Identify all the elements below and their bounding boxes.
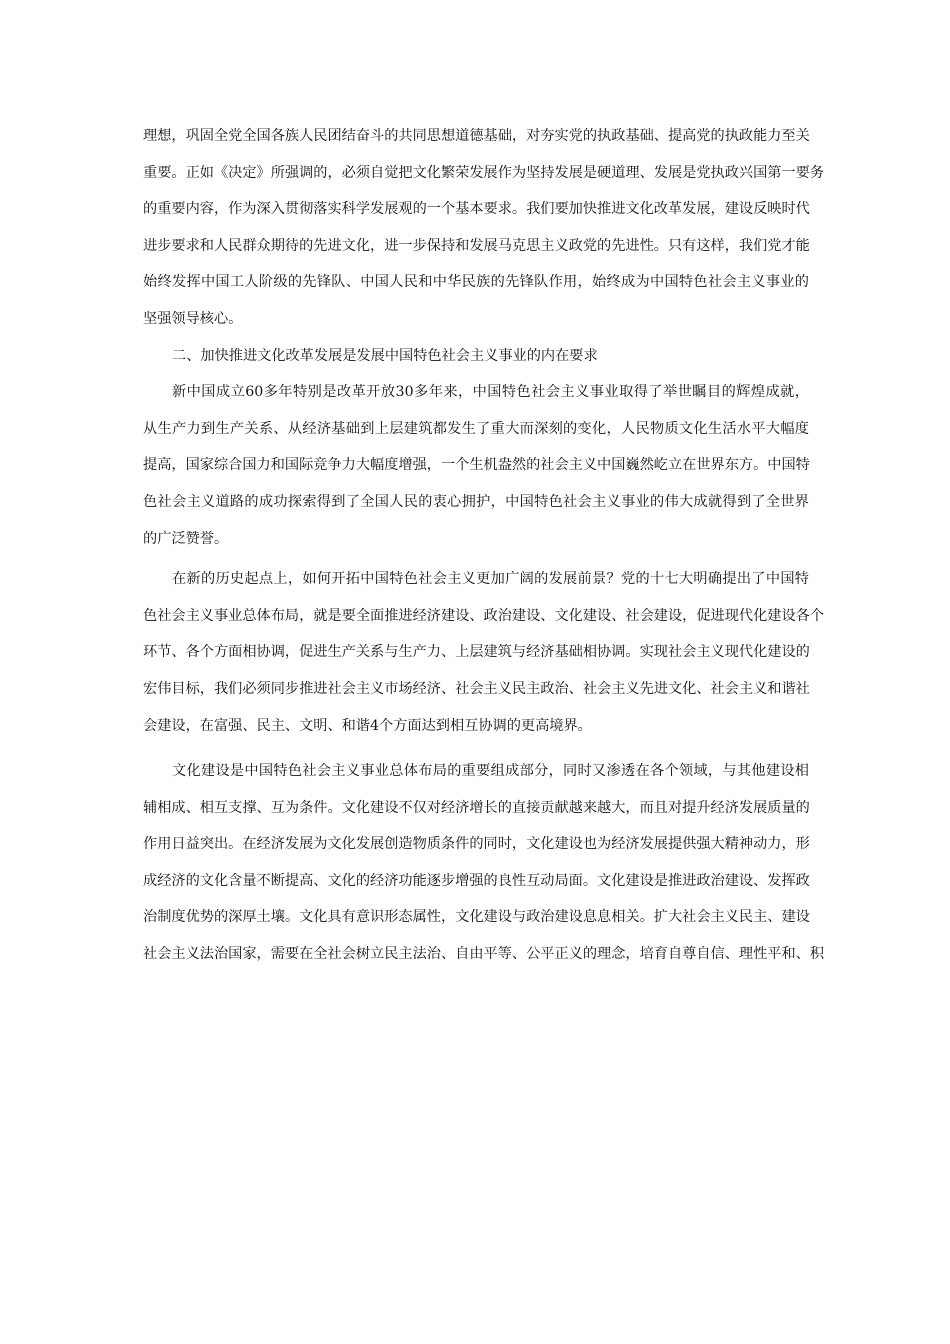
text-line: 环节、各个方面相协调，促进生产关系与生产力、上层建筑与经济基础相协调。实现社会主义现代化建设的 — [143, 644, 810, 661]
text-line: 坚强领导核心。 — [143, 310, 243, 327]
text-line: 色社会主义道路的成功探索得到了全国人民的衷心拥护，中国特色社会主义事业的伟大成就得到了全世界 — [143, 493, 809, 510]
paragraph-3 — [143, 568, 825, 751]
text-line: 从生产力到生产关系、从经济基础到上层建筑都发生了重大而深刻的变化，人民物质文化生活水平大幅度 — [143, 420, 809, 437]
text-line: 成经济的文化含量不断提高、文化的经济功能逐步增强的良性互动局面。文化建设是推进政治建设、发挥政 — [143, 872, 810, 889]
text-line: 色社会主义事业总体布局，就是要全面推进经济建设、政治建设、文化建设、社会建设，促进现代化建设各个 — [143, 607, 825, 624]
section-heading — [143, 345, 809, 382]
text-line: 宏伟目标，我们必须同步推进社会主义市场经济、社会主义民主政治、社会主义先进文化、社会主义和谐社 — [143, 680, 810, 697]
text-line: 进步要求和人民群众期待的先进文化，进一步保持和发展马克思主义政党的先进性。只有这样，我们党才能 — [143, 237, 810, 254]
text-line: 在新的历史起点上，如何开拓中国特色社会主义更加广阔的发展前景？党的十七大明确提出了中国特 — [172, 571, 809, 588]
heading-line: 二、加快推进文化改革发展是发展中国特色社会主义事业的内在要求 — [172, 347, 598, 364]
paragraph-gap — [143, 751, 809, 760]
text-line: 新中国成立60多年特别是改革开放30多年来，中国特色社会主义事业取得了举世瞩目的辉煌成就， — [172, 384, 809, 401]
text-line: 重要。正如《决定》所强调的，必须自觉把文化繁荣发展作为坚持发展是硬道理、发展是党执政兴国第一要务 — [143, 164, 825, 181]
paragraph-1 — [143, 125, 825, 345]
text-line: 提高，国家综合国力和国际竞争力大幅度增强，一个生机盎然的社会主义中国巍然屹立在世界东方。中国特 — [143, 457, 810, 474]
document-body — [143, 125, 825, 980]
text-line: 的重要内容，作为深入贯彻落实科学发展观的一个基本要求。我们要加快推进文化改革发展，建设反映时代 — [143, 201, 810, 218]
text-line: 理想，巩固全党全国各族人民团结奋斗的共同思想道德基础，对夯实党的执政基础、提高党的执政能力至关 — [143, 128, 810, 144]
text-line: 文化建设是中国特色社会主义事业总体布局的重要组成部分，同时又渗透在各个领域，与其他建设相 — [172, 763, 809, 780]
text-line: 作用日益突出。在经济发展为文化发展创造物质条件的同时，文化建设也为经济发展提供强大精神动力，形 — [143, 836, 810, 853]
text-line: 社会主义法治国家，需要在全社会树立民主法治、自由平等、公平正义的理念，培育自尊自信、理性平和、积 — [143, 946, 825, 963]
text-line: 始终发挥中国工人阶级的先锋队、中国人民和中华民族的先锋队作用，始终成为中国特色社会主义事业的 — [143, 274, 809, 291]
paragraph-4 — [143, 760, 825, 980]
text-line: 治制度优势的深厚土壤。文化具有意识形态属性，文化建设与政治建设息息相关。扩大社会主义民主、建设 — [143, 909, 810, 926]
text-line: 辅相成、相互支撑、互为条件。文化建设不仅对经济增长的直接贡献越来越大，而且对提升经济发展质量的 — [143, 799, 810, 816]
text-line: 会建设，在富强、民主、文明、和谐4个方面达到相互协调的更高境界。 — [143, 717, 592, 734]
paragraph-2 — [143, 381, 809, 564]
text-line: 的广泛赞誉。 — [143, 530, 229, 547]
